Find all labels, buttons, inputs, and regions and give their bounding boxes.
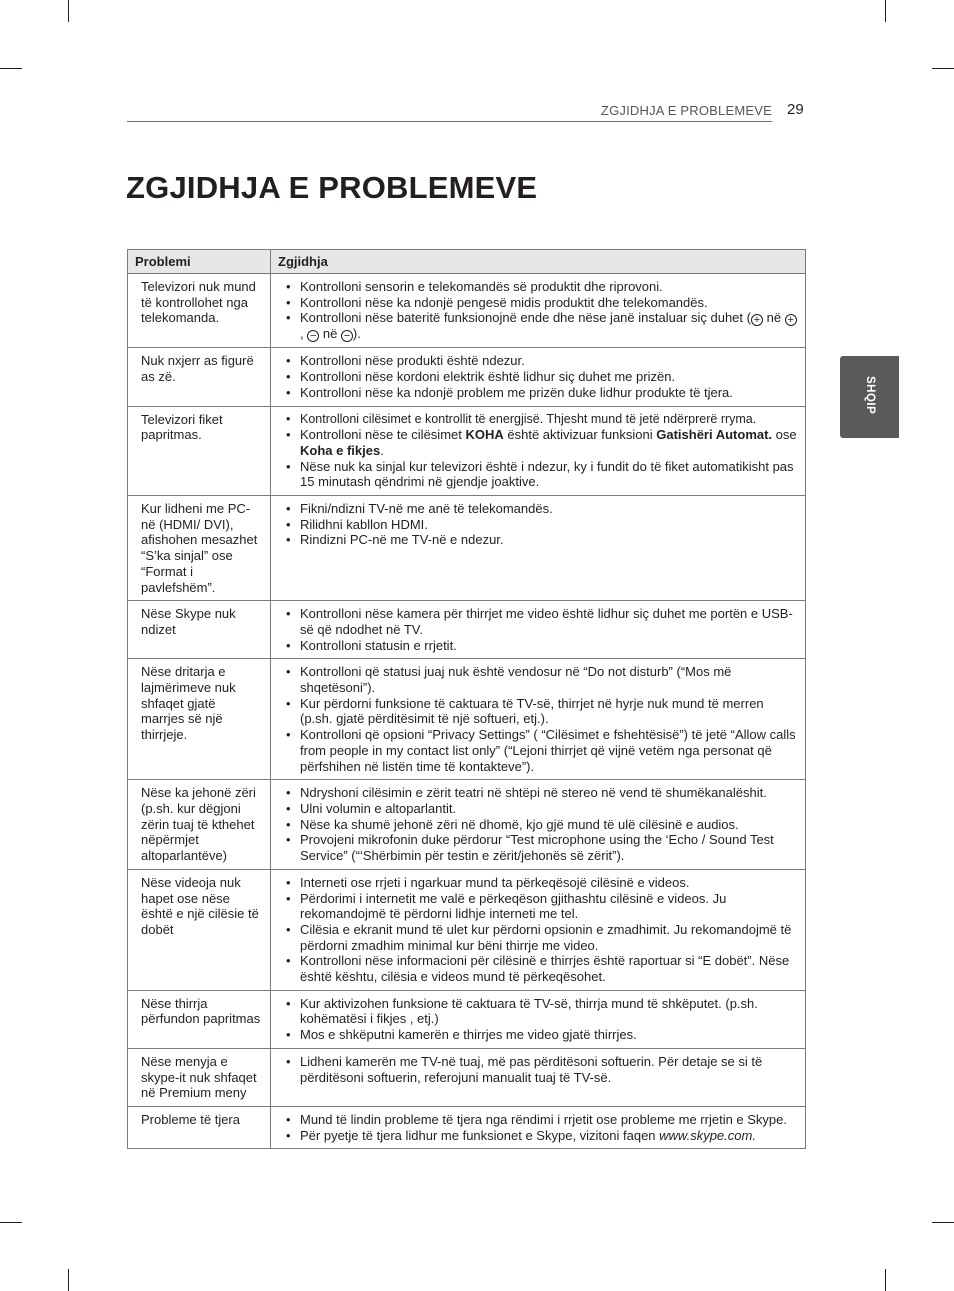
solution-item: [285, 1128, 797, 1144]
solution-text: Rilidhni kabllon HDMI.: [300, 516, 428, 532]
solution-text: Kontrolloni statusin e rrjetit.: [300, 637, 457, 653]
website-link-text: www.skype.com.: [659, 1127, 756, 1143]
solution-list: [285, 1112, 797, 1143]
solution-text: Kontrolloni nëse kordoni elektrik është lidhur siç duhet me prizën.: [300, 369, 676, 385]
solution-text: ,: [300, 326, 308, 342]
battery-minus-icon: −: [307, 330, 319, 342]
solution-text: ).: [352, 326, 361, 342]
solution-item: [285, 785, 797, 801]
solution-cell: [271, 1048, 806, 1106]
running-header-title: ZGJIDHJA E PROBLEMEVE: [600, 103, 772, 118]
solution-list: [285, 353, 797, 400]
problem-cell: Probleme të tjera: [128, 1106, 271, 1148]
solution-text: është aktivizuar funksioni: [503, 427, 657, 443]
solution-text: Nëse nuk ka sinjal kur televizori është i ndezur, ky i fundit do të fiket automatikisht pas 15 minutash qëndrimi në gjendje joaktive.: [300, 458, 794, 490]
solution-text: Kontrolloni sensorin e telekomandës së produktit dhe riprovoni.: [300, 279, 663, 294]
solution-list: [285, 996, 797, 1043]
solution-text: Kontrolloni nëse kamera për thirrjet me video është lidhur siç duhet me portën e USB-së që ndodhet në TV.: [300, 606, 793, 637]
solution-item: [285, 696, 797, 727]
solution-text: Kur aktivizohen funksione të caktuara të TV-së, thirrja mund të shkëputet. (p.sh. kohëmatësi i fikjes , etj.): [300, 995, 758, 1027]
language-tab-label: SHQIP: [864, 376, 876, 415]
solution-text: Kontrolloni nëse bateritë funksionojnë ende dhe nëse janë instaluar siç duhet (: [300, 310, 751, 326]
solution-item: [285, 875, 797, 891]
solution-item: [285, 279, 797, 295]
solution-text: Kontrolloni nëse produkti është ndezur.: [300, 353, 525, 369]
crop-mark: [68, 0, 69, 22]
page-title: ZGJIDHJA E PROBLEMEVE: [126, 170, 538, 205]
solution-item: [285, 385, 797, 401]
table-row: [128, 496, 806, 601]
solution-text: Kontrolloni cilësimet e kontrollit të energjisë. Thjesht mund të jetë ndërprerë rryma.: [300, 411, 757, 426]
problem-cell: Kur lidheni me PC-në (HDMI/ DVI), afishohen mesazhet “S’ka sinjal” ose “Format i pavlefshëm”.: [128, 496, 271, 601]
problem-cell: Nëse Skype nuk ndizet: [128, 601, 271, 659]
solution-text: .: [380, 442, 384, 458]
solution-cell: [271, 990, 806, 1048]
solution-cell: [271, 406, 806, 496]
problem-cell: Televizori nuk mund të kontrollohet nga telekomanda.: [128, 274, 271, 348]
solution-cell: [271, 780, 806, 870]
table-row: [128, 1048, 806, 1106]
table-row: [128, 406, 806, 496]
solution-item: [285, 295, 797, 311]
solution-text: Lidheni kamerën me TV-në tuaj, më pas përditësoni softuerin. Për detaje se si të përditësoni softuerin, referojuni manualit tuaj të TV-së.: [300, 1053, 763, 1085]
table-header-row: [128, 250, 806, 274]
solution-item: [285, 353, 797, 369]
solution-item: [285, 996, 797, 1027]
solution-list: [285, 279, 797, 342]
solution-item: [285, 501, 797, 517]
solution-item: [285, 891, 797, 922]
solution-list: [285, 1054, 797, 1085]
problem-cell: Televizori fiket papritmas.: [128, 406, 271, 496]
crop-mark: [885, 1269, 886, 1291]
crop-mark: [0, 1222, 22, 1223]
solution-item: [285, 369, 797, 385]
problem-cell: Nëse dritarja e lajmërimeve nuk shfaqet gjatë marrjes së një thirrjeje.: [128, 659, 271, 780]
crop-mark: [68, 1269, 69, 1291]
solution-text: Ulni volumin e altoparlantit.: [300, 800, 457, 816]
solution-cell: [271, 659, 806, 780]
solution-text: Për pyetje të tjera lidhur me funksionet e Skype, vizitoni faqen: [300, 1127, 660, 1143]
column-header-problem: Problemi: [128, 250, 271, 274]
solution-item: [285, 459, 797, 490]
solution-item: [285, 427, 797, 458]
crop-mark: [932, 1222, 954, 1223]
solution-text: Mund të lindin probleme të tjera nga rëndimi i rrjetit ose probleme me rrjetin e Skype.: [300, 1111, 788, 1127]
solution-text: në: [762, 310, 785, 326]
solution-list: [285, 664, 797, 774]
troubleshooting-table: [127, 249, 806, 1149]
crop-mark: [885, 0, 886, 22]
solution-text: Kur përdorni funksione të caktuara të TV-së, thirrjet në hyrje nuk mund të merren (p.sh. gjatë përditësimit të një softueri, etj.).: [300, 695, 764, 727]
solution-text: Fikni/ndizni TV-në me anë të telekomandës.: [300, 501, 553, 517]
solution-cell: [271, 348, 806, 406]
solution-cell: [271, 869, 806, 990]
language-tab: [840, 356, 899, 438]
solution-text: ose: [772, 427, 797, 443]
solution-text: Kontrolloni nëse ka ndonjë pengesë midis produktit dhe telekomandës.: [300, 294, 708, 310]
crop-mark: [0, 68, 22, 69]
problem-cell: Nëse menyja e skype-it nuk shfaqet në Premium meny: [128, 1048, 271, 1106]
solution-cell: [271, 496, 806, 601]
table-row: [128, 869, 806, 990]
solution-text: Kontrolloni nëse te cilësimet: [300, 427, 466, 443]
table-row: [128, 601, 806, 659]
problem-cell: Nëse thirrja përfundon papritmas: [128, 990, 271, 1048]
page-number: 29: [787, 101, 804, 118]
column-header-solution: Zgjidhja: [271, 250, 806, 274]
solution-item: [285, 412, 797, 428]
battery-plus-icon: +: [751, 314, 763, 326]
table-body: [128, 274, 806, 1149]
solution-text: Provojeni mikrofonin duke përdorur “Test microphone using the ‘Echo / Sound Test Service” (“‘Shërbimin për testin e zërit/jehonës së zërit”).: [300, 832, 774, 864]
solution-item: [285, 727, 797, 774]
solution-text: Interneti ose rrjeti i ngarkuar mund ta përkeqësojë cilësinë e videos.: [300, 874, 690, 890]
solution-cell: [271, 601, 806, 659]
solution-item: [285, 310, 797, 342]
solution-item: [285, 664, 797, 695]
solution-item: [285, 832, 797, 863]
solution-list: [285, 501, 797, 548]
crop-mark: [932, 68, 954, 69]
solution-text: Cilësia e ekranit mund të ulet kur përdorni opsionin e zmadhimit. Ju rekomandojmë të përdorni zmadhim minimal kur bëni thirrje me video.: [300, 921, 792, 953]
solution-item: [285, 817, 797, 833]
solution-cell: [271, 1106, 806, 1148]
battery-minus-icon: −: [341, 330, 353, 342]
solution-text: Kontrolloni nëse ka ndonjë problem me prizën duke lidhur produkte të tjera.: [300, 384, 733, 400]
solution-list: [285, 606, 797, 653]
setting-name: KOHA: [465, 427, 504, 443]
problem-cell: Nuk nxjerr as figurë as zë.: [128, 348, 271, 406]
solution-list: [285, 875, 797, 985]
solution-text: në: [319, 326, 341, 342]
solution-text: Ndryshoni cilësimin e zërit teatri në shtëpi në stereo në vend të shumëkanalëshit.: [300, 785, 767, 801]
solution-item: [285, 606, 797, 637]
solution-text: Kontrolloni nëse informacioni për cilësinë e thirrjes është raportuar si “E dobët”. Nëse është kështu, cilësia e videos mund të përkeqësohet.: [300, 953, 790, 985]
header-rule: [127, 121, 772, 122]
solution-item: [285, 953, 797, 984]
problem-cell: Nëse ka jehonë zëri (p.sh. kur dëgjoni zërin tuaj të kthehet nëpërmjet altoparlantëve): [128, 780, 271, 870]
solution-list: [285, 412, 797, 491]
battery-plus-icon: +: [785, 314, 797, 326]
setting-name: Koha e fikjes: [300, 442, 381, 458]
solution-item: [285, 922, 797, 953]
solution-text: Kontrolloni që statusi juaj nuk është vendosur në “Do not disturb” (“Mos më shqetësoni”).: [300, 664, 732, 696]
solution-item: [285, 638, 797, 654]
solution-item: [285, 1027, 797, 1043]
solution-text: Mos e shkëputni kamerën e thirrjes me video gjatë thirrjes.: [300, 1027, 637, 1043]
solution-cell: [271, 274, 806, 348]
table-row: [128, 659, 806, 780]
table-row: [128, 990, 806, 1048]
solution-item: [285, 1054, 797, 1085]
table-row: [128, 274, 806, 348]
solution-item: [285, 1112, 797, 1128]
table-row: [128, 1106, 806, 1148]
solution-item: [285, 801, 797, 817]
solution-text: Kontrolloni që opsioni “Privacy Settings” ( “Cilësimet e fshehtësisë”) të jetë “Allow calls from people in my contact list only” (“Lejoni thirrjet që vijnë vetëm nga personat që përfshihen në listën time të kontakteve”).: [300, 727, 796, 774]
table-row: [128, 348, 806, 406]
solution-item: [285, 517, 797, 533]
solution-text: Rindizni PC-në me TV-në e ndezur.: [300, 532, 504, 548]
setting-name: Gatishëri Automat.: [656, 427, 773, 443]
solution-text: Përdorimi i internetit me valë e përkeqëson gjithashtu cilësinë e videos. Ju rekomandojmë të përdorni lidhje interneti me tel.: [300, 890, 727, 922]
solution-item: [285, 532, 797, 548]
table-row: [128, 780, 806, 870]
solution-text: Nëse ka shumë jehonë zëri në dhomë, kjo gjë mund të ulë cilësinë e audios.: [300, 816, 739, 832]
problem-cell: Nëse videoja nuk hapet ose nëse është e një cilësie të dobët: [128, 869, 271, 990]
solution-list: [285, 785, 797, 864]
